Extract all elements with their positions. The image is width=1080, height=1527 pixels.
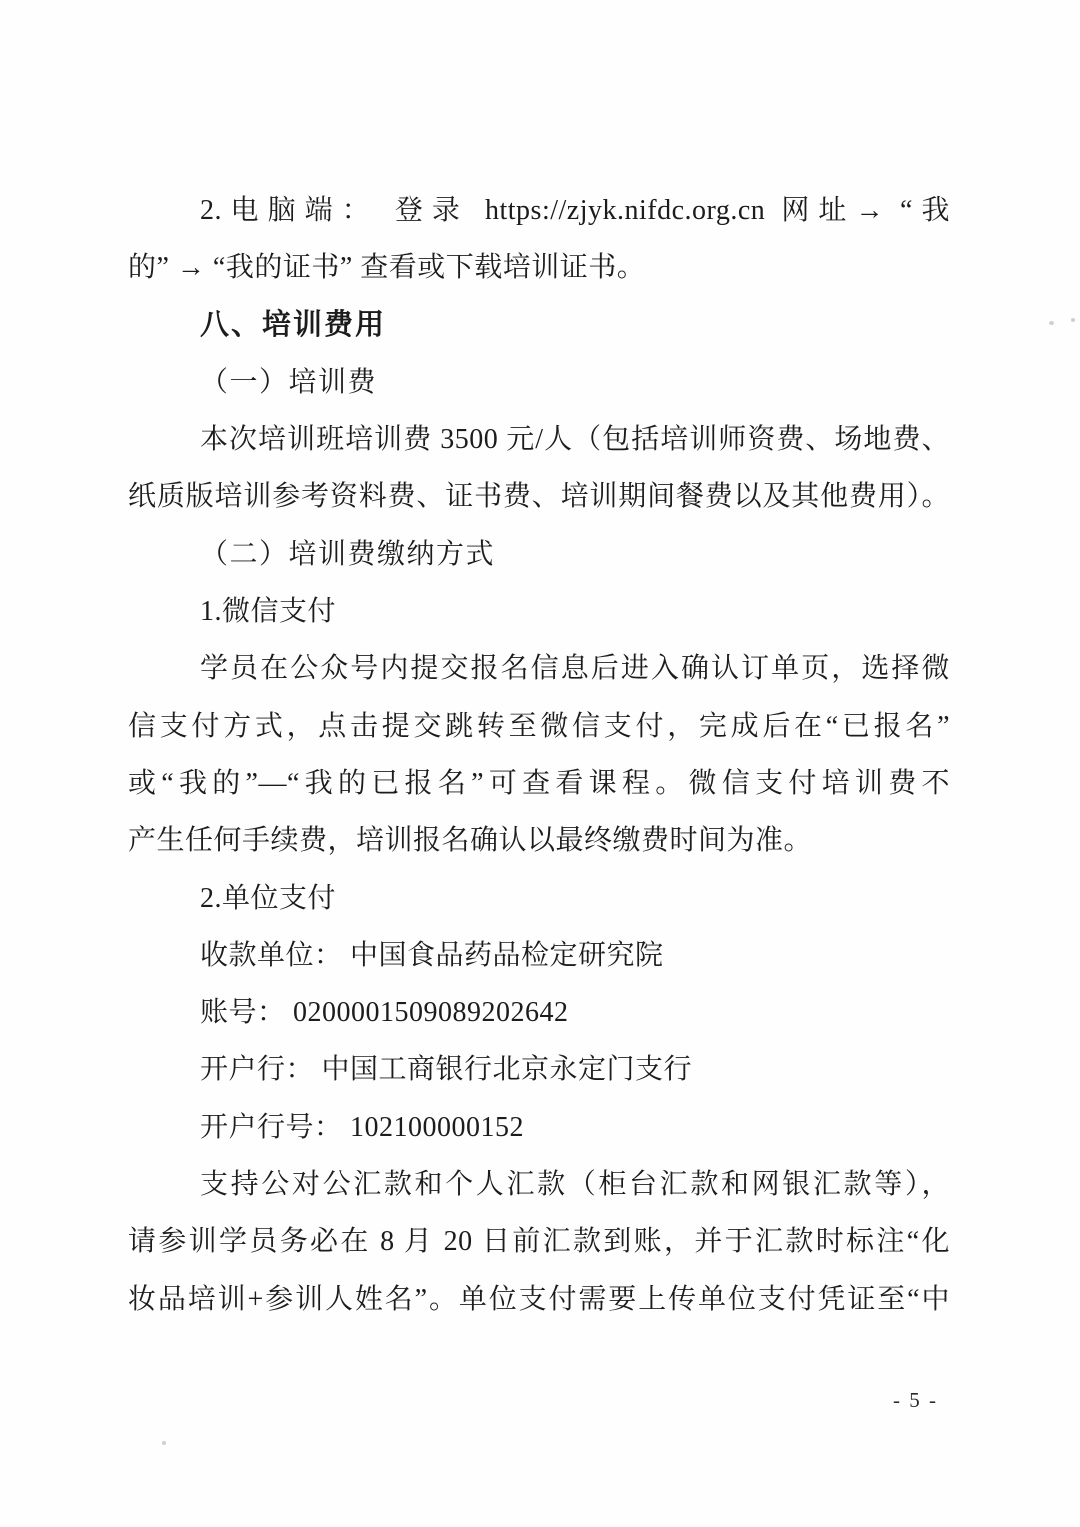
para-wechat-pay-4: 产生任何手续费，培训报名确认以最终缴费时间为准。 [128, 825, 813, 857]
line-bank-branch-code: 开户行号： 102100000152 [200, 1111, 525, 1143]
line-account-number: 账号： 0200001509089202642 [200, 997, 569, 1029]
scan-speck [1049, 321, 1054, 325]
para-remittance-1: 支持公对公汇款和个人汇款（柜台汇款和网银汇款等）， [200, 1169, 950, 1201]
para-fee-amount-cont: 纸质版培训参考资料费、证书费、培训期间餐费以及其他费用）。 [128, 481, 950, 513]
para-fee-amount: 本次培训班培训费 3500 元/人（包括培训师资费、场地费、 [200, 424, 950, 456]
item-wechat-pay: 1.微信支付 [200, 596, 337, 628]
item-unit-pay: 2.单位支付 [200, 882, 337, 914]
para-wechat-pay-1: 学员在公众号内提交报名信息后进入确认订单页，选择微 [200, 653, 950, 685]
para-wechat-pay-2: 信支付方式，点击提交跳转至微信支付，完成后在“已报名” [128, 710, 950, 742]
scan-speck [1071, 318, 1075, 322]
para-wechat-pay-3: 或“我的”—“我的已报名”可查看课程。微信支付培训费不 [128, 767, 950, 799]
scan-speck [162, 1441, 166, 1445]
line-bank-name: 开户行： 中国工商银行北京永定门支行 [200, 1054, 693, 1086]
line-pc-login: 2.电脑端： 登录 https://zjyk.nifdc.org.cn 网址→ “我 [200, 195, 950, 226]
subheading-training-fee: （一）培训费 [200, 366, 378, 398]
line-payee-name: 收款单位： 中国食品药品检定研究院 [200, 939, 664, 971]
heading-section-eight-training-fees: 八、培训费用 [200, 308, 387, 341]
line-pc-login-cont: 的” → “我的证书” 查看或下载培训证书。 [128, 252, 646, 284]
page-number: - 5 - [893, 1388, 938, 1412]
subheading-payment-method: （二）培训费缴纳方式 [200, 538, 496, 570]
para-remittance-2: 请参训学员务必在 8 月 20 日前汇款到账，并于汇款时标注“化 [128, 1226, 950, 1258]
para-remittance-3: 妆品培训+参训人姓名”。单位支付需要上传单位支付凭证至“中 [128, 1283, 950, 1315]
document-body [128, 182, 950, 1328]
